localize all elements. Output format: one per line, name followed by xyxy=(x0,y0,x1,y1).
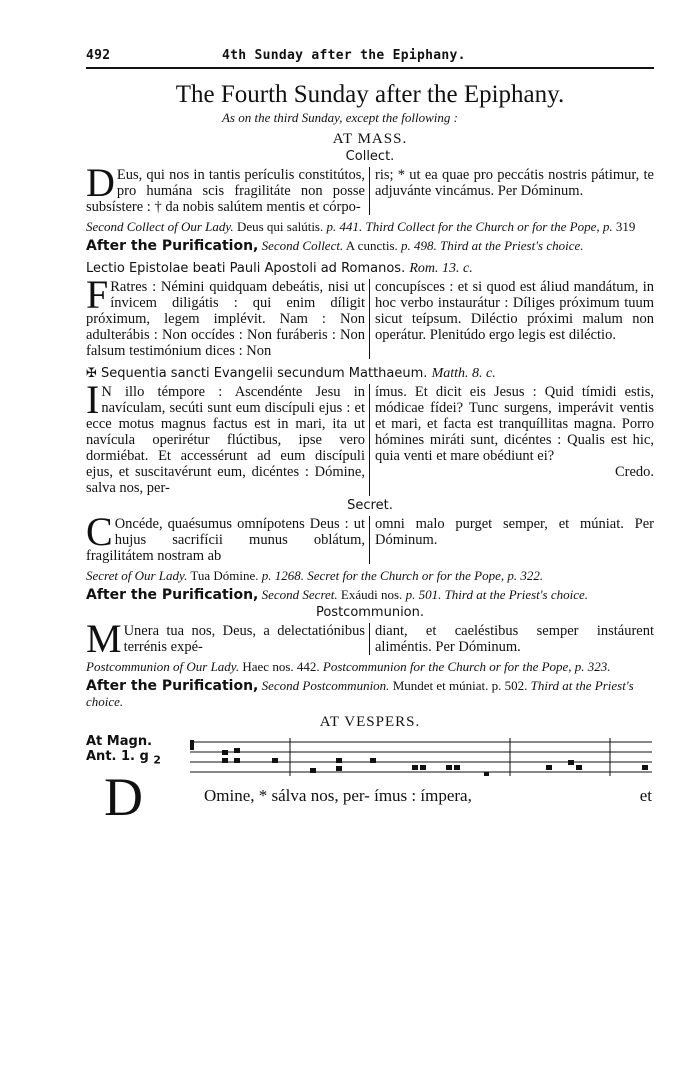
postcommunion-left-text: Unera tua nos, Deus, a delectatiónibus terrénis expé- xyxy=(123,623,365,655)
secret-left-text: Oncéde, quaésumus omnípotens Deus : ut hujus sacrifícii munus oblátum, fragilitátem nostram ab xyxy=(86,516,365,564)
epistle-right: concupísces : et si quod est áliud mandátum, in hoc verbo instaurátur : Díliges próximum tuum sicut teípsum. Diléctio próximi malum non operátur. Plenitúdo ergo legis est diléctio. xyxy=(375,279,654,343)
note-text: Secret of Our Lady. xyxy=(86,568,188,583)
antiphon-mode: 2 xyxy=(153,753,161,767)
subtitle: As on the third Sunday, except the following : xyxy=(221,110,458,125)
running-header xyxy=(86,48,654,69)
epistle-left xyxy=(86,272,370,359)
epistle-text xyxy=(86,272,654,359)
drop-initial: C xyxy=(86,509,113,554)
postcommunion-left xyxy=(86,616,370,661)
antiphon-label-line1: At Magn. xyxy=(86,734,153,749)
collect-text xyxy=(86,160,654,215)
postcommunion-right: diant, et caeléstibus semper instáurent aliméntis. Per Dóminum. xyxy=(375,623,654,655)
note-text: p. 1268. xyxy=(261,568,304,583)
antiphon-lyric: Omine, * sálva nos, per- ímus : ímpera, xyxy=(204,786,472,805)
antiphon-label-line2: Ant. 1. g xyxy=(86,749,149,764)
note-text: Haec nos. xyxy=(242,659,294,674)
note-text: p. 501. xyxy=(405,587,442,602)
epistle-ref: Rom. 13. c. xyxy=(409,261,473,276)
rubric-heading: After the Purification, xyxy=(86,678,259,694)
note-text: 319 xyxy=(615,219,636,234)
gospel-heading xyxy=(86,365,654,382)
rubric-heading: After the Purification, xyxy=(86,587,259,603)
note-text: 442. xyxy=(296,659,320,674)
drop-initial: F xyxy=(86,272,109,317)
gospel-left-text: N illo témpore : Ascendénte Jesu in navículam, secúti sunt eum discípuli ejus : et ecce motus magnus factus est in mari, ita ut navícula operirétur flúctibus, ipse vero dormiébat. Et accessérunt ad eum discípuli ejus, et suscitavérunt eum, dicéntes : Dómine, salva nos, per- xyxy=(86,384,365,496)
secret-heading: Secret. xyxy=(347,498,393,513)
note-text: Second Collect of Our Lady. xyxy=(86,219,234,234)
note-text: Third at the Priest's choice. xyxy=(444,587,589,602)
credo-rubric: Credo. xyxy=(614,464,654,480)
collect-note xyxy=(86,219,654,234)
page-title: The Fourth Sunday after the Epiphany. xyxy=(175,81,565,108)
note-text: Second Collect. xyxy=(261,238,344,253)
note-text: Second Postcommunion. xyxy=(261,678,390,693)
note-text: p. 502. xyxy=(491,678,528,693)
drop-initial: I xyxy=(86,377,100,422)
postcommunion-purification-note xyxy=(86,678,654,709)
rubric-heading: After the Purification, xyxy=(86,238,259,254)
epistle-title: Lectio Epistolae beati Pauli Apostoli ad Romanos. xyxy=(86,261,406,276)
note-text: Third at the Priest's choice. xyxy=(440,238,584,253)
note-text: Mundet et múniat. xyxy=(392,678,489,693)
note-text: Deus qui salútis. xyxy=(236,219,324,234)
gospel-text xyxy=(86,377,654,496)
epistle-heading xyxy=(86,260,654,277)
mass-heading: AT MASS. xyxy=(332,131,408,147)
note-text: A cunctis. xyxy=(345,238,398,253)
note-text: p. 441. xyxy=(326,219,363,234)
secret-text xyxy=(86,509,654,564)
gospel-right xyxy=(370,384,654,496)
antiphon-lyric-end: et xyxy=(639,786,652,805)
note-text: Postcommunion of Our Lady. xyxy=(86,659,240,674)
note-text: Exáudi nos. xyxy=(340,587,403,602)
collect-heading: Collect. xyxy=(345,149,395,164)
gospel-title: ✠ Sequentia sancti Evangelii secundum Matthaeum. xyxy=(86,366,428,381)
drop-initial: D xyxy=(86,160,115,205)
page xyxy=(86,48,654,827)
postcommunion-text xyxy=(86,616,654,661)
postcommunion-heading: Postcommunion. xyxy=(315,605,425,620)
note-text: Tua Dómine. xyxy=(190,568,259,583)
collect-purification-note xyxy=(86,238,654,254)
drop-initial: D xyxy=(104,767,143,827)
collect-left xyxy=(86,160,370,215)
postcommunion-note xyxy=(86,659,654,674)
running-title: 4th Sunday after the Epiphany. xyxy=(222,48,466,63)
page-number: 492 xyxy=(86,48,111,63)
gospel-ref: Matth. 8. c. xyxy=(431,366,496,381)
note-text: p. 498. xyxy=(401,238,437,253)
note-text: Secret for the Church or for the Pope, p. 322. xyxy=(307,568,544,583)
antiphon-chant xyxy=(86,734,654,827)
secret-note xyxy=(86,568,654,583)
note-text: Postcommunion for the Church or for the Pope, p. 323. xyxy=(322,659,611,674)
note-text: Third at the Priest's choice. xyxy=(86,678,634,709)
epistle-left-text: Ratres : Némini quidquam debeátis, nisi ut ínvicem diligátis : qui enim díligit próximum, legem implévit. Nam : Non adulterábis : Non occídes : Non furáberis : Non falsum testimónium dices : Non xyxy=(86,279,365,359)
antiphon-label xyxy=(86,734,161,768)
gospel-left xyxy=(86,377,370,496)
chant-staff xyxy=(190,738,652,778)
note-text: Second Secret. xyxy=(261,587,338,602)
collect-left-text: Eus, qui nos in tantis perículis constitútos, pro humána scis fragilitáte non posse subsístere : † da nobis salútem mentis et córpo- xyxy=(86,167,365,215)
secret-right: omni malo purget semper, et múniat. Per Dóminum. xyxy=(375,516,654,548)
collect-right: ris; * ut ea quae pro peccátis nostris pátimur, te adjuvánte vincámus. Per Dóminum. xyxy=(375,167,654,199)
note-text: Third Collect for the Church or for the Pope, p. xyxy=(365,219,613,234)
secret-left xyxy=(86,509,370,564)
secret-purification-note xyxy=(86,587,654,603)
vespers-heading: AT VESPERS. xyxy=(319,714,421,730)
drop-initial: M xyxy=(86,616,122,661)
gospel-right-text: ímus. Et dicit eis Jesus : Quid tímidi estis, módicae fídei? Tunc surgens, imperávit ventis et mari, et facta est tranquíllitas magna. Porro hómines miráti sunt, dicéntes : Qualis est hic, quia venti et mare obédiunt ei? xyxy=(375,384,654,464)
